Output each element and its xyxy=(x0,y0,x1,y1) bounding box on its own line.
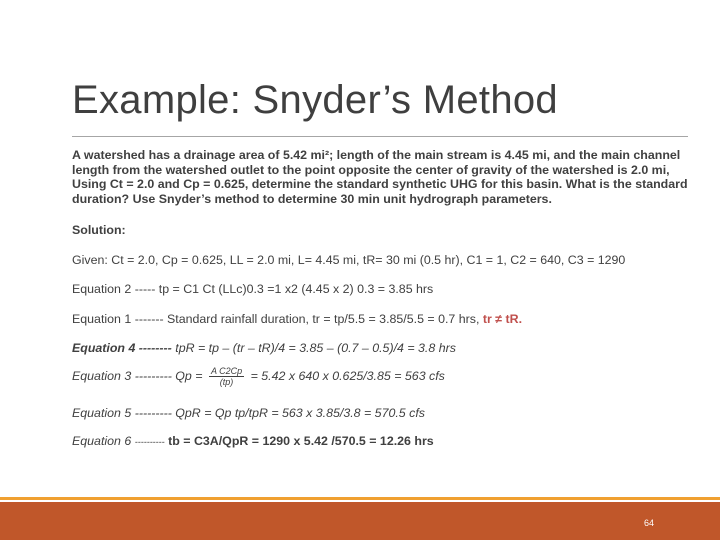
equation-1 xyxy=(72,312,522,327)
fraction xyxy=(209,366,244,387)
equation-lhs: Qp = xyxy=(175,368,203,383)
equation-text: = 5.42 x 640 x 0.625/3.85 = 563 cfs xyxy=(250,368,445,383)
equation-label: Equation 2 ----- xyxy=(72,282,156,296)
equation-text: tb = C3A/QpR = 1290 x 5.42 /570.5 = 12.26 hrs xyxy=(168,434,434,448)
problem-statement: A watershed has a drainage area of 5.42 mi²; length of the main stream is 4.45 mi, and the main channel length from the watershed outlet to the point opposite the center of gravity of the watershed is 2.0 mi, Using Ct = 2.0 and Cp = 0.625, determine the standard synthetic UHG for this basin. What is the standard duration? Use Snyder’s method to determine 30 min unit hydrograph parameters. xyxy=(72,148,688,206)
equation-label: Equation 3 --------- xyxy=(72,368,172,383)
footer-accent xyxy=(0,497,720,500)
slide-title: Example: Snyder’s Method xyxy=(72,78,558,122)
equation-6 xyxy=(72,434,434,450)
equation-dashes: ---------- xyxy=(134,437,165,447)
fraction-numerator: A C2Cp xyxy=(210,366,243,376)
fraction-denominator: (tp) xyxy=(219,377,234,387)
title-divider xyxy=(72,136,688,137)
page-number: 64 xyxy=(643,518,654,528)
equation-4 xyxy=(72,341,456,356)
equation-label: Equation 1 ------- xyxy=(72,312,164,326)
given-line xyxy=(72,253,625,268)
equation-label: Equation 4 -------- xyxy=(72,341,172,355)
equation-text: tp = C1 Ct (LLc)0.3 =1 x2 (4.45 x 2) 0.3 = 3.85 hrs xyxy=(158,282,434,296)
equation-text: QpR = Qp tp/tpR = 563 x 3.85/3.8 = 570.5 cfs xyxy=(175,406,425,420)
equation-2 xyxy=(72,282,433,297)
slide-content xyxy=(72,148,688,448)
equation-label: Equation 5 --------- xyxy=(72,406,172,420)
equation-text: tpR = tp – (tr – tR)/4 = 3.85 – (0.7 – 0.5)/4 = 3.8 hrs xyxy=(175,341,456,355)
given-text: Ct = 2.0, Cp = 0.625, LL = 2.0 mi, L= 4.45 mi, tR= 30 mi (0.5 hr), C1 = 1, C2 = 640, C3 = 1290 xyxy=(111,253,626,267)
footer-bar xyxy=(0,502,720,540)
equation-label: Equation 6 xyxy=(72,434,132,448)
given-label: Given: xyxy=(72,253,108,267)
equation-text: Standard rainfall duration, tr = tp/5.5 = 3.85/5.5 = 0.7 hrs, xyxy=(167,312,480,326)
duration-note: tr ≠ tR. xyxy=(482,312,523,326)
solution-label: Solution: xyxy=(72,223,126,237)
equation-5 xyxy=(72,406,425,421)
equation-3 xyxy=(72,366,445,387)
